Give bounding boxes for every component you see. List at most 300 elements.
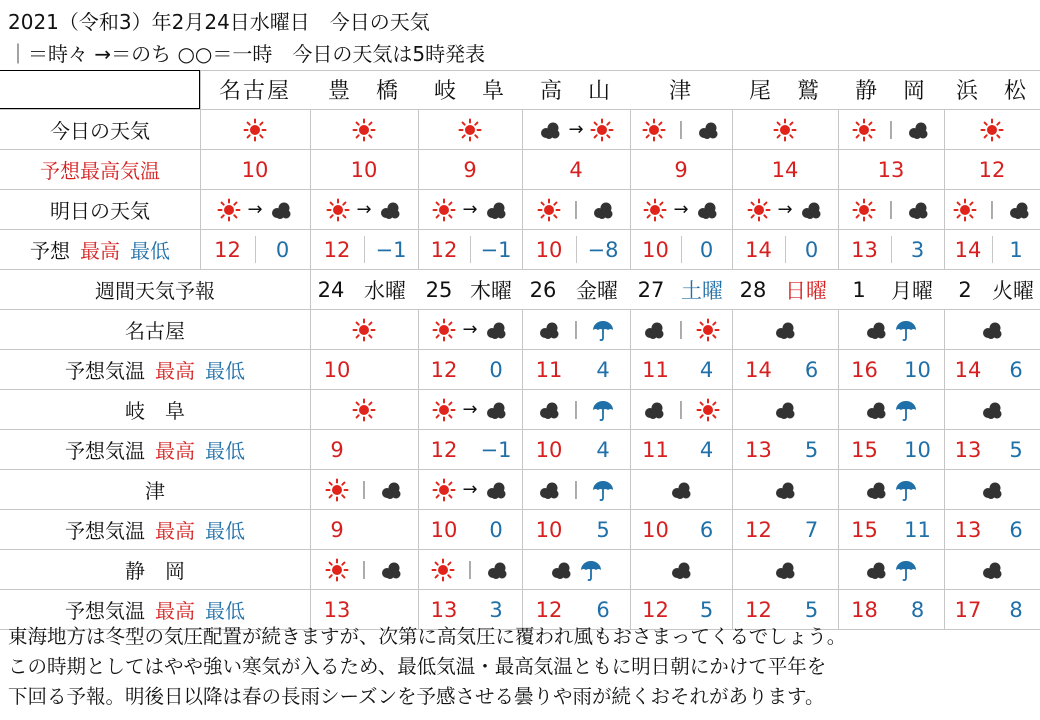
sun-icon xyxy=(852,198,876,222)
weekly-min-temp: 6 xyxy=(804,357,819,382)
sometimes-bar-icon: ｜ xyxy=(567,200,585,222)
weather-symbols xyxy=(432,198,507,222)
later-arrow-icon: → xyxy=(247,199,263,220)
column-divider xyxy=(470,236,471,263)
cloud-icon xyxy=(378,198,402,222)
weather-symbols xyxy=(458,118,482,142)
weekly-weather-cell xyxy=(838,550,944,589)
weather-symbols xyxy=(852,117,930,143)
sun-icon xyxy=(590,118,614,142)
later-arrow-icon: → xyxy=(462,199,478,220)
weekly-weather-cell xyxy=(630,390,732,429)
weather-symbols xyxy=(325,477,403,503)
weather-symbols xyxy=(980,398,1004,422)
later-arrow-icon: → xyxy=(568,119,584,140)
sometimes-bar-icon: ｜ xyxy=(461,560,479,582)
week-weekday: 月曜 xyxy=(891,278,933,303)
weather-symbols xyxy=(669,478,693,502)
tomorrow-max-temp: 14 xyxy=(954,237,982,262)
weekly-max-temp: 14 xyxy=(745,357,772,382)
sometimes-bar-icon: ｜ xyxy=(882,200,900,222)
sometimes-bar-icon: ｜ xyxy=(983,200,1001,222)
weather-symbols xyxy=(773,478,797,502)
weekly-min-temp: 5 xyxy=(804,597,819,622)
tomorrow-weather-cell xyxy=(944,190,1040,229)
column-divider xyxy=(992,236,993,263)
sun-icon xyxy=(432,198,456,222)
weekly-min-temp: 0 xyxy=(489,357,503,382)
sun-icon xyxy=(243,118,267,142)
label-min: 最低 xyxy=(205,519,245,543)
row-label: 明日の天気 xyxy=(50,199,150,223)
tomorrow-min-temp: −8 xyxy=(587,237,619,262)
weather-symbols xyxy=(864,558,918,582)
weekly-weather-cell xyxy=(522,310,630,349)
today-weather-cell xyxy=(838,110,944,149)
sun-icon xyxy=(432,478,456,502)
weekly-min-temp: 4 xyxy=(699,357,714,382)
today-max-temp: 14 xyxy=(771,157,799,182)
column-divider xyxy=(255,236,256,263)
commentary-line: この時期としてはやや強い寒気が入るため、最低気温・最高気温ともに明日朝にかけて平年を xyxy=(8,655,827,678)
weather-symbols xyxy=(669,558,693,582)
weather-symbols xyxy=(537,397,615,423)
city-name: 名古屋 xyxy=(218,79,291,104)
weather-symbols xyxy=(642,317,720,343)
tomorrow-max-temp: 13 xyxy=(851,237,878,262)
corner-cell xyxy=(0,70,200,109)
city-name: 津 xyxy=(668,79,693,104)
label-forecast-temp: 予想気温 xyxy=(65,439,145,463)
weather-symbols xyxy=(432,318,507,342)
column-divider xyxy=(785,236,786,263)
today-max-temp: 9 xyxy=(463,157,477,182)
week-date: 24 xyxy=(317,277,345,302)
weather-symbols xyxy=(352,118,376,142)
weekly-min-temp: 7 xyxy=(804,517,819,542)
sometimes-bar-icon: ｜ xyxy=(567,480,585,502)
weekly-weather-row xyxy=(0,390,1040,430)
weekly-min-temp: 11 xyxy=(904,517,931,542)
week-date: 27 xyxy=(637,277,665,302)
later-arrow-icon: → xyxy=(673,199,689,220)
weekly-max-temp: 16 xyxy=(851,357,878,382)
weekly-temp-label xyxy=(0,350,310,389)
cloud-icon xyxy=(484,398,508,422)
weekly-weather-cell xyxy=(522,390,630,429)
weekly-min-temp: 4 xyxy=(596,437,610,462)
column-divider xyxy=(576,236,577,263)
weekly-min-temp: 6 xyxy=(596,597,610,622)
weekly-max-temp: 12 xyxy=(745,597,772,622)
weekly-max-temp: 11 xyxy=(642,437,669,462)
tomorrow-min-temp: −1 xyxy=(480,237,512,262)
sun-icon xyxy=(642,118,666,142)
sun-icon xyxy=(325,478,349,502)
sun-icon xyxy=(217,198,241,222)
weekly-min-temp: 8 xyxy=(1009,597,1023,622)
weather-symbols xyxy=(852,197,930,223)
umbrella-icon xyxy=(591,318,615,342)
label-max: 最高 xyxy=(80,239,120,263)
cloud-icon xyxy=(980,558,1004,582)
weekly-weather-row xyxy=(0,550,1040,590)
umbrella-icon xyxy=(894,318,918,342)
cloud-icon xyxy=(484,198,508,222)
weekly-weather-cell xyxy=(310,470,418,509)
cloud-icon xyxy=(537,478,561,502)
sun-icon xyxy=(352,318,376,342)
weekly-min-temp: 10 xyxy=(904,357,931,382)
today-max-temp: 4 xyxy=(569,157,583,182)
weekly-weather-cell xyxy=(732,470,838,509)
weekly-city-name: 静 岡 xyxy=(125,559,185,583)
weather-symbols xyxy=(642,117,720,143)
weekly-max-temp: 10 xyxy=(642,517,669,542)
weather-symbols xyxy=(953,197,1031,223)
sometimes-bar-icon: ｜ xyxy=(355,480,373,502)
weekly-max-temp: 11 xyxy=(535,357,563,382)
umbrella-icon xyxy=(894,558,918,582)
later-arrow-icon: → xyxy=(356,199,372,220)
today-max-temp: 9 xyxy=(674,157,688,182)
weather-symbols xyxy=(773,398,797,422)
sometimes-bar-icon: ｜ xyxy=(672,120,690,142)
cloud-icon xyxy=(537,318,561,342)
weekly-max-temp: 13 xyxy=(745,437,772,462)
column-divider xyxy=(681,236,682,263)
column-divider xyxy=(364,236,365,263)
weekly-temp-row xyxy=(0,510,1040,550)
weekly-weather-cell xyxy=(630,550,732,589)
weather-symbols xyxy=(243,118,267,142)
tomorrow-max-temp: 14 xyxy=(745,237,772,262)
weekly-max-temp: 13 xyxy=(323,597,351,622)
weekly-weather-row xyxy=(0,310,1040,350)
today-weather-cell xyxy=(732,110,838,149)
weekly-weather-cell xyxy=(838,310,944,349)
umbrella-icon xyxy=(579,558,603,582)
weather-symbols xyxy=(980,478,1004,502)
column-divider xyxy=(891,236,892,263)
weekly-weather-cell xyxy=(310,550,418,589)
sun-icon xyxy=(980,118,1004,142)
row-label xyxy=(0,230,200,269)
cloud-icon xyxy=(980,478,1004,502)
sun-icon xyxy=(643,198,667,222)
today-weather-row xyxy=(0,110,1040,150)
sun-icon xyxy=(696,318,720,342)
city-name: 尾 鷲 xyxy=(748,79,821,104)
weekly-max-temp: 13 xyxy=(954,437,982,462)
today-weather-cell xyxy=(200,110,310,149)
weather-symbols xyxy=(326,198,401,222)
weekly-max-temp: 12 xyxy=(430,357,458,382)
weekly-min-temp: 5 xyxy=(1009,437,1023,462)
weekly-weather-cell xyxy=(944,470,1040,509)
sun-icon xyxy=(326,198,350,222)
weekly-weather-cell xyxy=(418,550,522,589)
weather-symbols xyxy=(773,118,797,142)
today-weather-cell xyxy=(418,110,522,149)
tomorrow-weather-cell xyxy=(732,190,838,229)
sun-icon xyxy=(773,118,797,142)
weather-symbols xyxy=(217,198,292,222)
weekly-max-temp: 12 xyxy=(745,517,772,542)
label-forecast: 予想 xyxy=(30,239,70,263)
cloud-icon xyxy=(669,478,693,502)
week-date: 1 xyxy=(852,277,866,302)
weekly-weather-cell xyxy=(418,310,522,349)
forecast-commentary xyxy=(8,622,846,712)
sun-icon xyxy=(537,198,561,222)
weekly-city-name: 津 xyxy=(145,479,165,503)
weekly-city-name: 岐 阜 xyxy=(125,399,185,423)
weekly-temp-row xyxy=(0,350,1040,390)
cloud-icon xyxy=(379,558,403,582)
weather-symbols xyxy=(352,318,376,342)
weather-symbols xyxy=(980,318,1004,342)
weather-symbols xyxy=(325,557,403,583)
sun-icon xyxy=(696,398,720,422)
label-min: 最低 xyxy=(205,439,245,463)
label-forecast-temp: 予想気温 xyxy=(65,359,145,383)
city-name: 静 岡 xyxy=(854,79,927,104)
cloud-icon xyxy=(864,398,888,422)
cloud-icon xyxy=(906,118,930,142)
cloud-icon xyxy=(773,558,797,582)
weekly-min-temp: 10 xyxy=(904,437,931,462)
week-date: 2 xyxy=(958,277,972,302)
sun-icon xyxy=(458,118,482,142)
weekly-min-temp xyxy=(364,350,418,389)
header-legend: ｜＝時々 →＝のち ○○＝一時 今日の天気は5時発表 xyxy=(8,42,486,66)
cloud-icon xyxy=(864,478,888,502)
weather-symbols xyxy=(643,198,718,222)
cloud-icon xyxy=(799,198,823,222)
tomorrow-max-temp: 10 xyxy=(535,237,563,262)
weekly-min-temp: 3 xyxy=(489,597,503,622)
city-name: 浜 松 xyxy=(955,79,1028,104)
weather-symbols xyxy=(864,478,918,502)
cloud-icon xyxy=(695,198,719,222)
tomorrow-weather-cell xyxy=(838,190,944,229)
tomorrow-weather-cell xyxy=(630,190,732,229)
today-max-temp: 10 xyxy=(350,157,378,182)
weekly-weather-cell xyxy=(944,310,1040,349)
weather-symbols xyxy=(773,318,797,342)
weekly-min-temp: 6 xyxy=(699,517,714,542)
tomorrow-max-temp: 12 xyxy=(323,237,351,262)
today-weather-cell xyxy=(944,110,1040,149)
cloud-icon xyxy=(696,118,720,142)
sometimes-bar-icon: ｜ xyxy=(567,400,585,422)
cloud-icon xyxy=(669,558,693,582)
weekly-max-temp: 12 xyxy=(535,597,563,622)
sun-icon xyxy=(953,198,977,222)
cloud-icon xyxy=(1007,198,1031,222)
cloud-icon xyxy=(906,198,930,222)
weather-symbols xyxy=(352,398,376,422)
commentary-line: 下回る予報。明後日以降は春の長雨シーズンを予感させる曇りや雨が続くおそれがあります。 xyxy=(8,685,825,708)
cloud-icon xyxy=(484,318,508,342)
sun-icon xyxy=(852,118,876,142)
cloud-icon xyxy=(980,318,1004,342)
week-weekday: 木曜 xyxy=(470,278,512,303)
week-date: 25 xyxy=(425,277,453,302)
today-max-temp: 10 xyxy=(241,157,269,182)
weekly-weather-cell xyxy=(732,310,838,349)
weather-symbols xyxy=(549,558,603,582)
cloud-icon xyxy=(591,198,615,222)
sun-icon xyxy=(432,318,456,342)
weekly-temp-label xyxy=(0,510,310,549)
weather-symbols xyxy=(773,558,797,582)
sun-icon xyxy=(747,198,771,222)
tomorrow-weather-cell xyxy=(522,190,630,229)
cloud-icon xyxy=(773,398,797,422)
label-min: 最低 xyxy=(130,239,170,263)
weekly-weather-cell xyxy=(522,470,630,509)
later-arrow-icon: → xyxy=(777,199,793,220)
row-label: 今日の天気 xyxy=(50,119,150,143)
weather-symbols xyxy=(864,318,918,342)
weekly-max-temp: 17 xyxy=(954,597,982,622)
weekly-forecast-label: 週間天気予報 xyxy=(95,279,215,303)
tomorrow-min-temp: 3 xyxy=(910,237,925,262)
weekly-weather-cell xyxy=(944,550,1040,589)
sometimes-bar-icon: ｜ xyxy=(672,320,690,342)
tomorrow-weather-cell xyxy=(418,190,522,229)
city-name: 高 山 xyxy=(539,79,612,104)
weekly-max-temp: 9 xyxy=(330,437,344,462)
tomorrow-max-temp: 12 xyxy=(214,237,241,262)
tomorrow-weather-cell xyxy=(310,190,418,229)
cloud-icon xyxy=(773,478,797,502)
tomorrow-max-temp: 12 xyxy=(430,237,458,262)
label-max: 最高 xyxy=(155,439,195,463)
later-arrow-icon: → xyxy=(462,399,478,420)
weekly-weather-cell xyxy=(522,550,630,589)
weekly-min-temp: 5 xyxy=(804,437,819,462)
weekly-weather-cell xyxy=(630,470,732,509)
weekly-min-temp: 8 xyxy=(910,597,925,622)
weather-symbols xyxy=(980,118,1004,142)
cloud-icon xyxy=(864,558,888,582)
cloud-icon xyxy=(379,478,403,502)
umbrella-icon xyxy=(591,478,615,502)
label-forecast-temp: 予想気温 xyxy=(65,519,145,543)
sometimes-bar-icon: ｜ xyxy=(567,320,585,342)
row-label: 予想最高気温 xyxy=(40,159,160,183)
tomorrow-min-temp: 0 xyxy=(275,237,290,262)
label-min: 最低 xyxy=(205,359,245,383)
weekly-weather-cell xyxy=(418,390,522,429)
weekly-weather-cell xyxy=(838,470,944,509)
cloud-icon xyxy=(642,318,666,342)
weekly-max-temp: 14 xyxy=(954,357,982,382)
later-arrow-icon: → xyxy=(462,319,478,340)
sun-icon xyxy=(352,398,376,422)
sometimes-bar-icon: ｜ xyxy=(882,120,900,142)
tomorrow-max-temp: 10 xyxy=(642,237,669,262)
later-arrow-icon: → xyxy=(462,479,478,500)
week-weekday: 水曜 xyxy=(364,278,406,303)
weekly-min-temp: 5 xyxy=(596,517,610,542)
cloud-icon xyxy=(980,398,1004,422)
today-max-row xyxy=(0,150,1040,190)
weekly-min-temp xyxy=(364,430,418,469)
weekly-min-temp: 5 xyxy=(699,597,714,622)
sometimes-bar-icon: ｜ xyxy=(355,560,373,582)
weekly-min-temp: 4 xyxy=(596,357,610,382)
weekly-min-temp: 6 xyxy=(1009,517,1023,542)
cloud-icon xyxy=(549,558,573,582)
weekly-max-temp: 13 xyxy=(954,517,982,542)
weekly-max-temp: 15 xyxy=(851,517,878,542)
commentary-line: 東海地方は冬型の気圧配置が続きますが、次第に高気圧に覆われ風もおさまってくるでしょう。 xyxy=(8,625,847,648)
sun-icon xyxy=(352,118,376,142)
cloud-icon xyxy=(537,398,561,422)
weather-symbols xyxy=(537,197,615,223)
weekly-temp-label xyxy=(0,430,310,469)
weekly-temp-row xyxy=(0,430,1040,470)
weather-symbols xyxy=(538,118,613,142)
weather-symbols xyxy=(431,557,509,583)
weekly-max-temp: 18 xyxy=(851,597,878,622)
weekly-min-temp: 4 xyxy=(699,437,714,462)
sun-icon xyxy=(325,558,349,582)
umbrella-icon xyxy=(894,398,918,422)
weekly-weather-cell xyxy=(838,390,944,429)
tomorrow-min-temp: −1 xyxy=(375,237,407,262)
weekly-max-temp: 9 xyxy=(330,517,344,542)
weekly-max-temp: 10 xyxy=(430,517,458,542)
sun-icon xyxy=(431,558,455,582)
weekly-weather-cell xyxy=(732,550,838,589)
weekly-max-temp: 13 xyxy=(430,597,458,622)
sometimes-bar-icon: ｜ xyxy=(672,400,690,422)
weekly-weather-cell xyxy=(944,390,1040,429)
weekly-min-temp: −1 xyxy=(480,437,512,462)
label-min: 最低 xyxy=(205,599,245,623)
label-max: 最高 xyxy=(155,599,195,623)
weather-symbols xyxy=(642,397,720,423)
weather-symbols xyxy=(432,478,507,502)
weekly-max-temp: 10 xyxy=(535,437,563,462)
week-weekday: 土曜 xyxy=(681,278,723,303)
today-max-temp: 13 xyxy=(877,157,905,182)
weekly-weather-cell xyxy=(630,310,732,349)
city-name: 岐 阜 xyxy=(433,79,506,104)
umbrella-icon xyxy=(591,398,615,422)
tomorrow-min-temp: 1 xyxy=(1009,237,1023,262)
cloud-icon xyxy=(269,198,293,222)
weekly-weather-cell xyxy=(310,390,418,429)
today-weather-cell xyxy=(522,110,630,149)
weekly-min-temp: 6 xyxy=(1009,357,1023,382)
tomorrow-min-temp: 0 xyxy=(804,237,819,262)
weekly-max-temp: 12 xyxy=(430,437,458,462)
cloud-icon xyxy=(538,118,562,142)
weather-symbols xyxy=(432,398,507,422)
today-max-temp: 12 xyxy=(978,157,1006,182)
week-weekday: 日曜 xyxy=(785,278,827,303)
weekly-max-temp: 10 xyxy=(323,357,351,382)
label-forecast-temp: 予想気温 xyxy=(65,599,145,623)
weekly-min-temp xyxy=(364,510,418,549)
header-date-title: 2021（令和3）年2月24日水曜日 今日の天気 xyxy=(8,10,430,34)
